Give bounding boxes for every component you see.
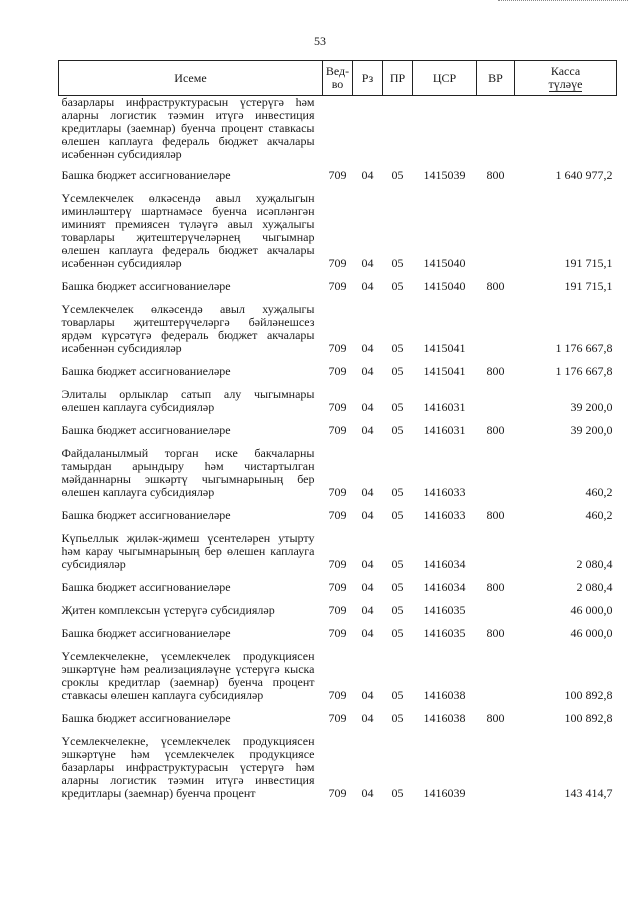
table-row	[59, 384, 617, 420]
table-row	[59, 96, 617, 166]
row-amount: 1 176 667,8	[555, 364, 613, 378]
row-rz: 04	[361, 711, 374, 725]
row-amount: 100 892,8	[564, 688, 613, 702]
row-name: Үсемлекчелек өлкәсендә авыл хуҗалыгы товарлары җитештерүчеләргә бәйләнешсез ярдәм күрсәтүгә федераль бюджет акчалары исәбеннән субсидияләр	[61, 302, 315, 355]
table-row	[59, 443, 617, 505]
row-pr: 05	[391, 168, 404, 182]
table-row	[59, 299, 617, 361]
row-csr: 1416038	[423, 688, 466, 702]
row-name: Күпьеллык җиләк-җимеш үсентеләрен утырту һәм карау чыгымнарының бер өлешен каплауга субсидияләр	[61, 531, 315, 571]
row-vr: 800	[486, 168, 505, 182]
table-row	[59, 708, 617, 731]
row-csr: 1415040	[423, 279, 466, 293]
corner-scan-mark	[498, 0, 628, 3]
row-vr	[477, 384, 515, 420]
row-pr: 05	[391, 364, 404, 378]
row-csr: 1415041	[423, 364, 466, 378]
row-rz: 04	[361, 423, 374, 437]
row-amount: 191 715,1	[564, 256, 613, 270]
row-ved: 709	[328, 688, 347, 702]
row-name: Башка бюджет ассигнованиеләре	[61, 168, 231, 182]
row-csr: 1415040	[423, 256, 466, 270]
table-row	[59, 165, 617, 188]
row-pr: 05	[391, 400, 404, 414]
row-amount: 460,2	[585, 485, 613, 499]
row-rz: 04	[361, 688, 374, 702]
row-amount: 46 000,0	[570, 603, 613, 617]
row-ved: 709	[328, 603, 347, 617]
row-vr: 800	[486, 279, 505, 293]
row-name: Башка бюджет ассигнованиеләре	[61, 580, 231, 594]
row-vr	[477, 299, 515, 361]
row-rz: 04	[361, 400, 374, 414]
table-row	[59, 420, 617, 443]
row-ved: 709	[328, 711, 347, 725]
row-ved: 709	[328, 341, 347, 355]
row-amount: 460,2	[585, 508, 613, 522]
row-amount: 39 200,0	[570, 423, 613, 437]
row-ved: 709	[328, 364, 347, 378]
row-csr: 1416034	[423, 557, 466, 571]
row-rz: 04	[361, 256, 374, 270]
row-csr	[413, 96, 477, 166]
row-csr: 1416039	[423, 786, 466, 800]
row-pr: 05	[391, 603, 404, 617]
row-pr: 05	[391, 256, 404, 270]
row-rz: 04	[361, 168, 374, 182]
row-name: Үсемлекчелекне, үсемлекчелек продукциясен эшкәртүне һәм үсемлекчелек продукциясе базарлары инфраструктурасын үстерүгә һәм аларны логистик тәэмин итүгә инвестиция кредитлары (заемнар) буенча процент	[61, 734, 315, 800]
row-csr: 1416035	[423, 603, 466, 617]
row-rz	[353, 96, 383, 166]
row-name: Үсемлекчелек өлкәсендә авыл хуҗалыгын иминләштерү шартнамәсе буенча исәпләнгән иминият премиясен түләүгә авыл хуҗалыгы товарлары җитештерүчеләрнең чыгымнар өлешен каплауга федераль бюджет акчалары исәбеннән субсидияләр	[61, 191, 315, 270]
table-row	[59, 361, 617, 384]
row-pr: 05	[391, 508, 404, 522]
header-pr: ПР	[383, 61, 413, 96]
row-pr: 05	[391, 341, 404, 355]
row-amount: 1 176 667,8	[555, 341, 613, 355]
row-vr	[477, 528, 515, 577]
page-number: 53	[314, 34, 326, 48]
row-pr: 05	[391, 688, 404, 702]
row-ved: 709	[328, 580, 347, 594]
row-rz: 04	[361, 557, 374, 571]
row-name: Башка бюджет ассигнованиеләре	[61, 364, 231, 378]
row-name: Элиталы орлыклар сатып алу чыгымнары өлешен каплауга субсидияләр	[61, 387, 315, 414]
row-ved: 709	[328, 400, 347, 414]
table-row	[59, 528, 617, 577]
row-ved: 709	[328, 168, 347, 182]
row-vr	[477, 731, 515, 806]
row-vr	[477, 188, 515, 276]
row-ved: 709	[328, 626, 347, 640]
header-kassa: Касса түләүе	[515, 61, 617, 96]
row-vr	[477, 646, 515, 708]
table-row	[59, 276, 617, 299]
row-vr: 800	[486, 508, 505, 522]
row-pr: 05	[391, 423, 404, 437]
header-name: Исеме	[59, 61, 323, 96]
table-row	[59, 188, 617, 276]
row-csr: 1416033	[423, 508, 466, 522]
row-rz: 04	[361, 341, 374, 355]
row-csr: 1416038	[423, 711, 466, 725]
table-row	[59, 577, 617, 600]
row-csr: 1416035	[423, 626, 466, 640]
row-amount: 2 080,4	[576, 557, 613, 571]
row-amount: 100 892,8	[564, 711, 613, 725]
row-amount: 2 080,4	[576, 580, 613, 594]
row-amount: 191 715,1	[564, 279, 613, 293]
row-csr: 1416034	[423, 580, 466, 594]
row-csr: 1415041	[423, 341, 466, 355]
table-row	[59, 731, 617, 806]
row-csr: 1415039	[423, 168, 466, 182]
header-ved: Вед- во	[323, 61, 353, 96]
row-rz: 04	[361, 786, 374, 800]
row-ved: 709	[328, 256, 347, 270]
row-name: Үсемлекчелекне, үсемлекчелек продукциясен эшкәртүне һәм реализацияләүне үстерүгә кыска сроклы кредитлар (заемнар) буенча процент ставкасы өлешен каплауга субсидияләр	[61, 649, 315, 702]
row-rz: 04	[361, 603, 374, 617]
table-row	[59, 646, 617, 708]
row-vr	[477, 600, 515, 623]
row-csr: 1416031	[423, 400, 466, 414]
row-pr: 05	[391, 711, 404, 725]
row-csr: 1416031	[423, 423, 466, 437]
header-csr: ЦСР	[413, 61, 477, 96]
row-name: Башка бюджет ассигнованиеләре	[61, 279, 231, 293]
row-rz: 04	[361, 364, 374, 378]
row-ved: 709	[328, 423, 347, 437]
row-ved: 709	[328, 786, 347, 800]
row-name: Җитен комплексын үстерүгә субсидияләр	[61, 603, 275, 617]
row-rz: 04	[361, 485, 374, 499]
row-amount	[515, 96, 617, 166]
row-amount: 39 200,0	[570, 400, 613, 414]
table-row	[59, 505, 617, 528]
row-name: Башка бюджет ассигнованиеләре	[61, 626, 231, 640]
row-amount: 143 414,7	[564, 786, 613, 800]
row-pr: 05	[391, 279, 404, 293]
table-row	[59, 600, 617, 623]
row-rz: 04	[361, 580, 374, 594]
row-name: Файдаланылмый торган иске бакчаларны тамырдан арындыру һәм чистартылган мәйданнарны эшкәртү чыгымнарының бер өлешен каплауга субсидияләр	[61, 446, 315, 499]
row-vr: 800	[486, 711, 505, 725]
row-ved: 709	[328, 508, 347, 522]
row-pr: 05	[391, 786, 404, 800]
row-vr: 800	[486, 364, 505, 378]
table-header-row	[59, 61, 617, 96]
row-pr: 05	[391, 580, 404, 594]
row-rz: 04	[361, 279, 374, 293]
row-name: базарлары инфраструктурасын үстерүгә һәм аларны логистик тәэмин итүгә инвестиция кредитлары (заемнар) буенча процент ставкасы өлешен каплауга федераль бюджет акчалары исәбеннән субсидияләр	[61, 95, 315, 161]
row-vr: 800	[486, 580, 505, 594]
row-rz: 04	[361, 508, 374, 522]
budget-table	[58, 60, 617, 806]
row-pr: 05	[391, 557, 404, 571]
row-ved: 709	[328, 485, 347, 499]
header-vr: ВР	[477, 61, 515, 96]
row-vr: 800	[486, 423, 505, 437]
row-ved: 709	[328, 279, 347, 293]
row-amount: 1 640 977,2	[555, 168, 613, 182]
row-vr	[477, 443, 515, 505]
row-name: Башка бюджет ассигнованиеләре	[61, 711, 231, 725]
table-row	[59, 623, 617, 646]
row-csr: 1416033	[423, 485, 466, 499]
row-vr: 800	[486, 626, 505, 640]
header-rz: Рз	[353, 61, 383, 96]
row-name: Башка бюджет ассигнованиеләре	[61, 508, 231, 522]
row-rz: 04	[361, 626, 374, 640]
row-name: Башка бюджет ассигнованиеләре	[61, 423, 231, 437]
row-ved	[323, 96, 353, 166]
row-ved: 709	[328, 557, 347, 571]
row-pr	[383, 96, 413, 166]
row-pr: 05	[391, 485, 404, 499]
row-pr: 05	[391, 626, 404, 640]
row-amount: 46 000,0	[570, 626, 613, 640]
row-vr	[477, 96, 515, 166]
